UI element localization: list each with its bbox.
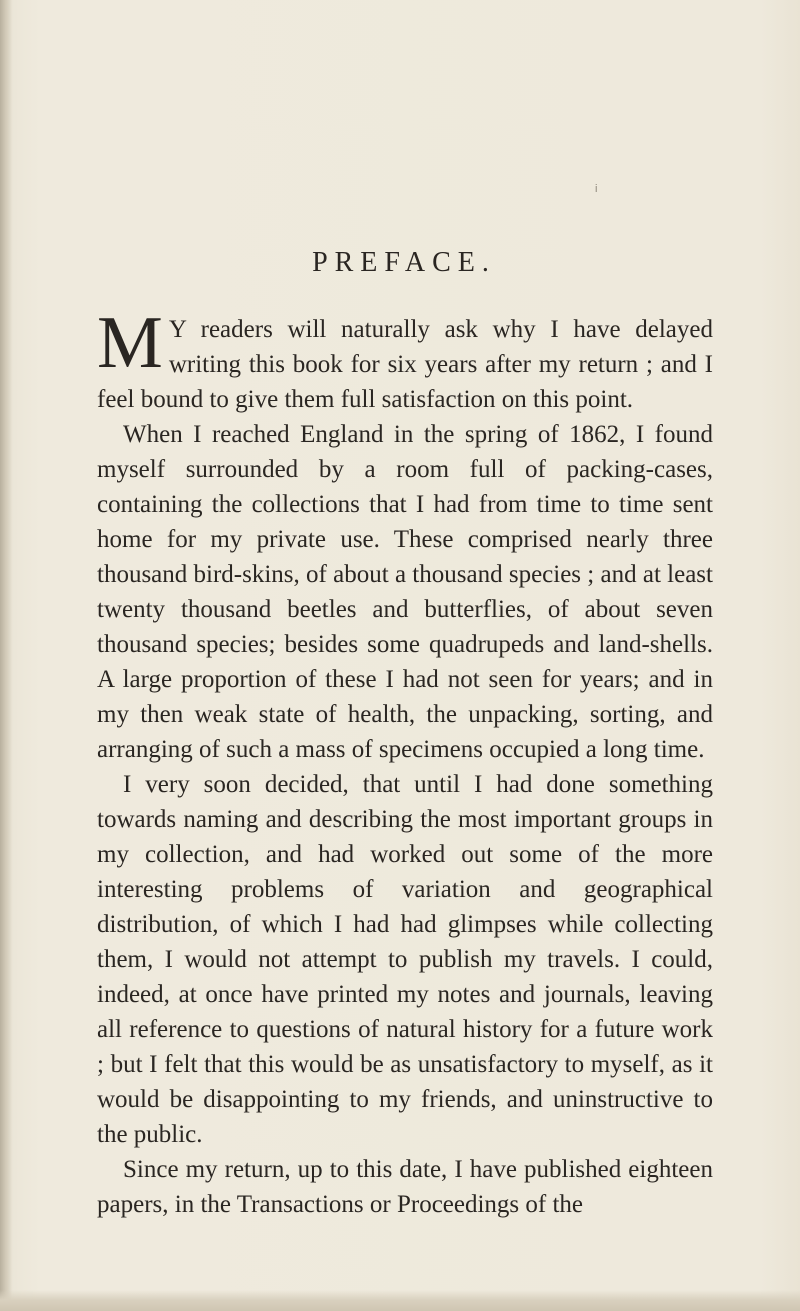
paragraph-1-text: Y readers will naturally ask why I have delayed writing this book for six years after my return ; and I feel bound to give them full satisfaction on this point. bbox=[97, 316, 713, 413]
paragraph-4: Since my return, up to this date, I have published eighteen papers, in the Transactions or Proceedings of the bbox=[97, 1156, 713, 1218]
binding-edge bbox=[0, 0, 12, 1311]
page-bottom-edge bbox=[0, 1290, 800, 1311]
paragraph-1 bbox=[97, 302, 713, 417]
page-mark: i bbox=[595, 183, 598, 195]
drop-cap: M bbox=[97, 302, 163, 384]
paragraph-3: I very soon decided, that until I had done something towards naming and describing the most important groups in my collection, and had worked out some of the more interesting problems of variation and geographical distribution, of which I had had glimpses while collecting them, I would not attempt to publish my travels. I could, indeed, at once have printed my notes and journals, leaving all reference to questions of natural history for a future work ; but I felt that this would be as unsatisfactory to myself, as it would be disappointing to my friends, and uninstructive to the public. bbox=[97, 771, 713, 1148]
preface-body bbox=[97, 302, 713, 1222]
paragraph-2: When I reached England in the spring of 1862, I found myself surrounded by a room full of packing-cases, containing the collections that I had from time to time sent home for my private use. These comprised nearly three thousand bird-skins, of about a thousand species ; and at least twenty thousand beetles and butterflies, of about seven thousand species; besides some quadrupeds and land-shells. A large proportion of these I had not seen for years; and in my then weak state of health, the unpacking, sorting, and arranging of such a mass of specimens occupied a long time. bbox=[97, 421, 713, 763]
page-title: PREFACE. bbox=[312, 247, 496, 278]
